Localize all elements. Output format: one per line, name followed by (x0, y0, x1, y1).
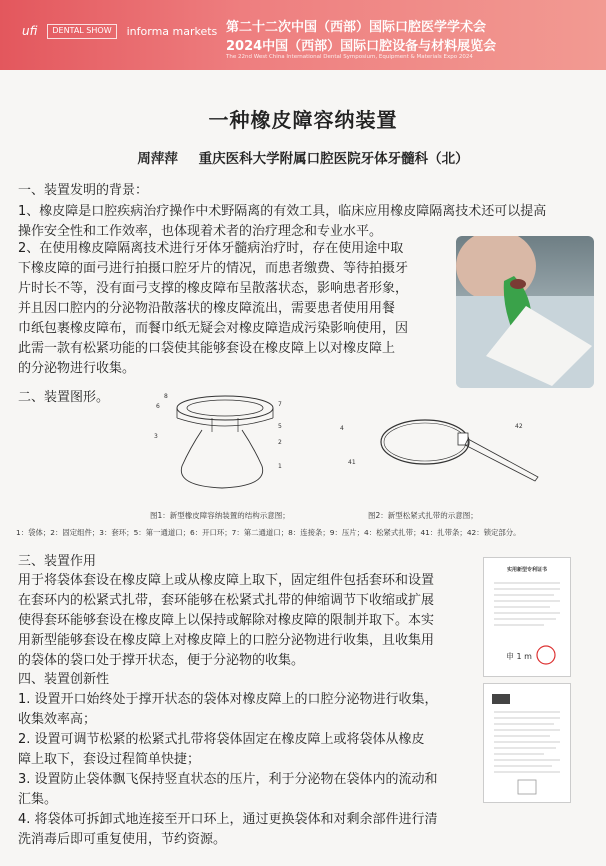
section1-p2-line5: 巾纸包裹橡皮障布，而餐巾纸无疑会对橡皮障造成污染影响使用，因 (18, 321, 409, 336)
section1-p2-line1: 2、在使用橡皮障隔离技术进行牙体牙髓病治疗时，存在使用途中取 (18, 241, 404, 256)
ufi-logo: ufi (22, 24, 38, 39)
figure1-caption: 图1：新型橡皮障容纳装置的结构示意图； (150, 511, 290, 520)
section3-line5: 的袋体的袋口处于撑开状态，便于分泌物的收集。 (18, 653, 305, 668)
figure-legend: 1：袋体；2：固定组件；3：套环；5：第一通道口；6：开口环；7：第二通道口；8：连接条；9：压片；4：松紧式扎带；41：扎带条；42：锁定部分。 (16, 528, 521, 537)
section4-line5: 3. 设置防止袋体飘飞保持竖直状态的压片，利于分泌物在袋体内的流动和 (18, 772, 438, 787)
section4-heading: 四、装置创新性 (18, 672, 110, 687)
author-line (0, 147, 606, 167)
conference-title-line1: 第二十二次中国（西部）国际口腔医学学术会 (226, 20, 487, 35)
header-banner (0, 0, 606, 70)
section4-line4: 障上取下，套设过程简单快捷； (18, 752, 201, 767)
clinical-photo (456, 236, 594, 388)
section4-line8: 洗消毒后即可重复使用，节约资源。 (18, 832, 227, 847)
section3-line3: 使得套环能够套设在橡皮障上以保持或解除对橡皮障的限制并取下。本实 (18, 613, 435, 628)
clinical-photo-illustration (456, 236, 594, 388)
section3-line4: 用新型能够套设在橡皮障上对橡皮障上的口腔分泌物进行收集，且收集用 (18, 633, 435, 648)
label-42: 42 (515, 423, 523, 430)
svg-text:申 1 m: 申 1 m (506, 652, 532, 661)
section1-p2-line3: 片时长不等，没有面弓支撑的橡皮障布呈散落状态，影响患者形象， (18, 281, 409, 296)
certificate-body-2 (484, 684, 570, 802)
label-2: 2 (278, 439, 282, 446)
section1-p1-line1: 1、橡皮障是口腔疾病治疗操作中术野隔离的有效工具，临床应用橡皮障隔离技术还可以提高 (18, 204, 547, 219)
section2-heading: 二、装置图形。 (18, 390, 110, 405)
certificate-title: 实用新型专利证书 (506, 567, 547, 573)
label-7: 7 (278, 401, 282, 408)
author-name: 周萍萍 (137, 151, 178, 167)
dental-show-logo: DENTAL SHOW (47, 24, 116, 39)
poster-title: 一种橡皮障容纳装置 (208, 108, 398, 132)
section1-heading: 一、装置发明的背景： (18, 183, 149, 198)
label-4: 4 (340, 425, 344, 432)
section1-p2-line7: 的分泌物进行收集。 (18, 361, 136, 376)
figure2-caption: 图2：新型松紧式扎带的示意图； (368, 511, 478, 520)
certificate-body (484, 573, 570, 673)
section3-line1: 用于将袋体套设在橡皮障上或从橡皮障上取下，固定组件包括套环和设置 (18, 573, 435, 588)
section1-p2-line4: 并且因口腔内的分泌物沿散落状的橡皮障流出，需要患者使用用餐 (18, 301, 396, 316)
section1-p2-line2: 下橡皮障的面弓进行拍摄口腔牙片的情况，而患者缴费、等待拍摄牙 (18, 261, 409, 276)
label-41: 41 (348, 459, 356, 466)
section4-line3: 2. 设置可调节松紧的松紧式扎带将袋体固定在橡皮障上或将袋体从橡皮 (18, 732, 425, 747)
author-affiliation: 重庆医科大学附属口腔医院牙体牙髓科（北） (198, 151, 469, 167)
informa-markets-logo: informa markets (126, 24, 218, 38)
label-3: 3 (154, 433, 158, 440)
banner-logos (22, 24, 217, 39)
label-6: 6 (156, 403, 160, 410)
section4-line6: 汇集。 (18, 792, 58, 807)
patent-certificate-1 (483, 557, 571, 677)
device-diagram (150, 392, 290, 497)
section1-p2-line6: 此需一款有松紧功能的口袋使其能够套设在橡皮障上以对橡皮障上 (18, 341, 396, 356)
section3-heading: 三、装置作用 (18, 554, 97, 569)
label-1: 1 (278, 463, 282, 470)
conference-title-english: The 22nd West China International Dental Symposium, Equipment & Materials Expo 2024 (226, 54, 473, 60)
patent-certificate-2 (483, 683, 571, 803)
zip-tie-diagram (340, 414, 570, 494)
section3-line2: 在套环内的松紧式扎带，套环能够在松紧式扎带的伸缩调节下收缩或扩展 (18, 593, 435, 608)
conference-title-line2: 2024中国（西部）国际口腔设备与材料展览会 (226, 39, 497, 54)
section4-line7: 4. 将袋体可拆卸式地连接至开口环上，通过更换袋体和对剩余部件进行清 (18, 812, 438, 827)
section4-line1: 1. 设置开口始终处于撑开状态的袋体对橡皮障上的口腔分泌物进行收集， (18, 692, 438, 707)
label-8: 8 (164, 393, 168, 400)
section4-line2: 收集效率高； (18, 712, 97, 727)
section1-p1-line2: 操作安全性和工作效率，也体现着术者的治疗理念和专业水平。 (18, 224, 383, 239)
label-5: 5 (278, 423, 282, 430)
